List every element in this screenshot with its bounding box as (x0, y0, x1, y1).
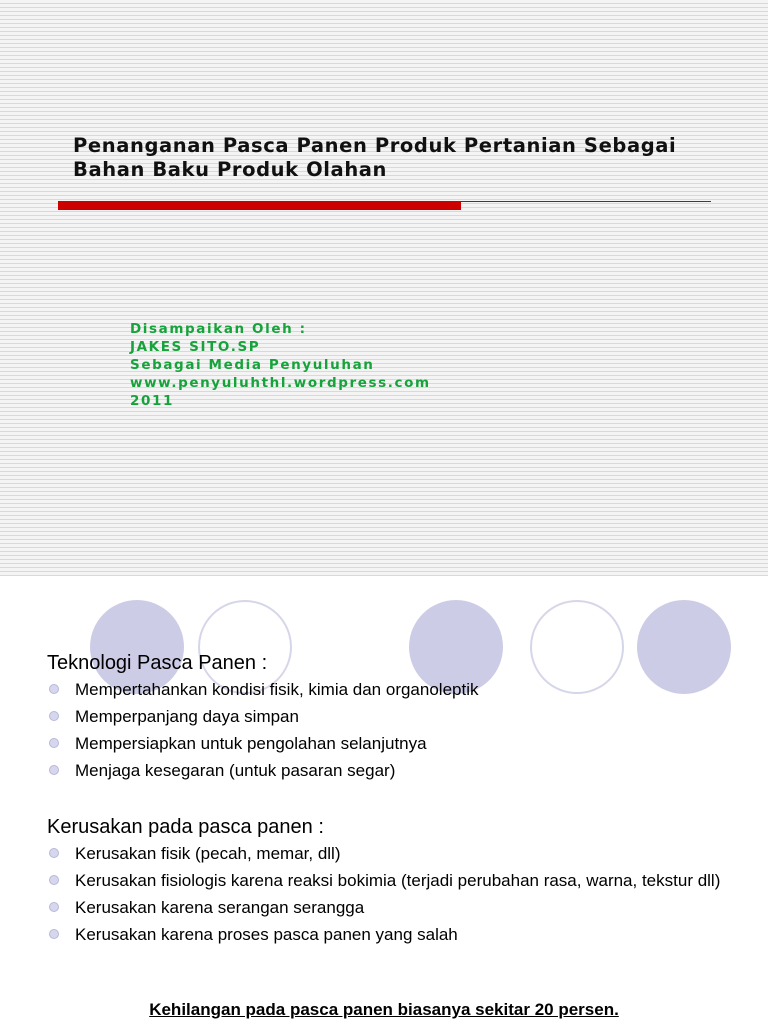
bullet-icon (49, 929, 59, 939)
presenter-label: Disampaikan Oleh : (130, 321, 307, 337)
list-item (47, 706, 727, 728)
bullet-icon (49, 711, 59, 721)
list-teknologi (47, 679, 727, 787)
presenter-purpose: Sebagai Media Penyuluhan (130, 357, 375, 373)
bullet-icon (49, 875, 59, 885)
list-item-text: Kerusakan fisik (pecah, memar, dll) (75, 844, 341, 863)
list-item (47, 897, 727, 919)
bullet-icon (49, 848, 59, 858)
list-item-text: Menjaga kesegaran (untuk pasaran segar) (75, 761, 396, 780)
bullet-icon (49, 738, 59, 748)
list-item-text: Kerusakan karena proses pasca panen yang salah (75, 925, 458, 944)
list-item (47, 843, 727, 865)
presenter-info (130, 320, 431, 410)
list-item (47, 870, 727, 892)
list-item (47, 924, 727, 946)
list-item (47, 679, 727, 701)
list-item (47, 733, 727, 755)
slide-title (73, 134, 733, 182)
content-slide (0, 576, 768, 1024)
bullet-icon (49, 902, 59, 912)
title-line-1: Penanganan Pasca Panen Produk Pertanian Sebagai (73, 134, 677, 157)
title-underline-thin (461, 201, 711, 202)
list-item-text: Memperpanjang daya simpan (75, 707, 299, 726)
presenter-website: www.penyuluhthl.wordpress.com (130, 375, 431, 391)
list-item-text: Kerusakan karena serangan serangga (75, 898, 365, 917)
section-heading-teknologi: Teknologi Pasca Panen : (47, 652, 268, 674)
list-item-text: Mempertahankan kondisi fisik, kimia dan organoleptik (75, 680, 479, 699)
list-item-text: Kerusakan fisiologis karena reaksi bokimia (terjadi perubahan rasa, warna, tekstur dll) (75, 871, 721, 890)
presenter-year: 2011 (130, 393, 174, 409)
list-item (47, 760, 727, 782)
list-item-text: Mempersiapkan untuk pengolahan selanjutnya (75, 734, 427, 753)
bullet-icon (49, 765, 59, 775)
list-kerusakan (47, 843, 727, 951)
title-underline-thick (58, 201, 461, 210)
section-heading-kerusakan: Kerusakan pada pasca panen : (47, 816, 324, 838)
bullet-icon (49, 684, 59, 694)
presenter-name: JAKES SITO.SP (130, 339, 261, 355)
title-line-2: Bahan Baku Produk Olahan (73, 158, 388, 181)
loss-note: Kehilangan pada pasca panen biasanya sekitar 20 persen. (149, 1000, 619, 1019)
